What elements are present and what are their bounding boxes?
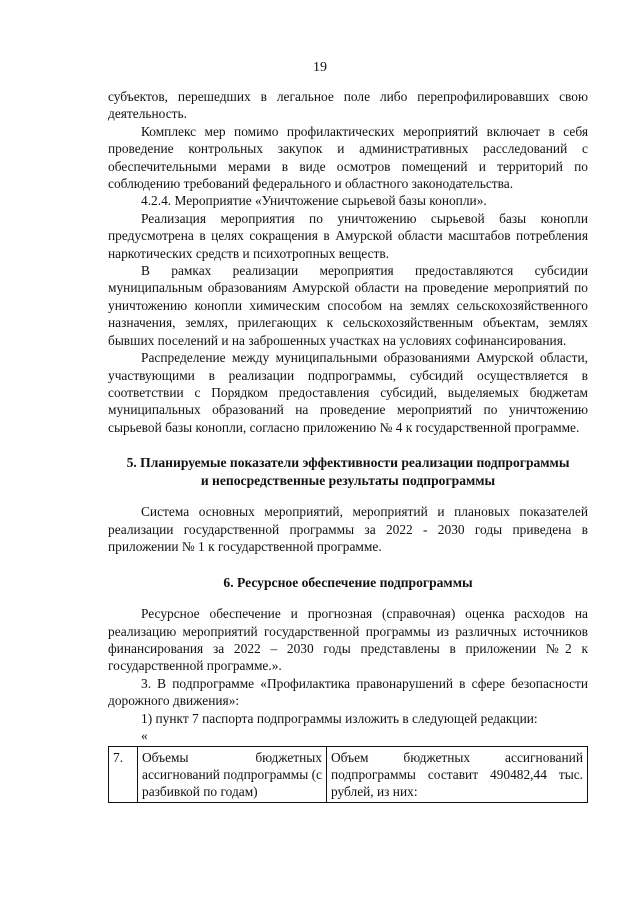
paragraph-measure-title: 4.2.4. Мероприятие «Уничтожение сырьевой базы конопли». [141, 193, 487, 209]
section-6-text: Ресурсное обеспечение и прогнозная (справочная) оценка расходов на реализацию мероприятий государственной программы из различных источников финансирования за 2022 – 2030 годы представлены в приложении №2 к государственной программе.». [108, 606, 588, 674]
paragraph-continuation: субъектов, перешедших в легальное поле либо перепрофилировавших свою деятельность. [108, 89, 588, 122]
table-cell-value: Объем бюджетных ассигнований подпрограммы составит 490482,44 тыс. рублей, из них: [327, 747, 588, 803]
section-5-text: Система основных мероприятий, мероприятий и плановых показателей реализации государственной программы за 2022 - 2030 годы приведена в приложении № 1 к государственной программе. [108, 504, 588, 555]
passport-table [108, 746, 588, 803]
open-quote-mark: « [141, 727, 148, 743]
document-body [108, 88, 588, 803]
table-row [109, 747, 588, 803]
amendment-item-3-1: 1) пункт 7 паспорта подпрограммы изложить в следующей редакции: [141, 710, 538, 726]
section-5-heading [108, 454, 588, 489]
table-cell-name: Объемы бюджетных ассигнований подпрограммы (с разбивкой по годам) [138, 747, 327, 803]
section-6-heading: 6. Ресурсное обеспечение подпрограммы [223, 574, 473, 590]
table-cell-number: 7. [109, 747, 138, 803]
page-number: 19 [313, 60, 327, 75]
paragraph-subsidies: В рамках реализации мероприятия предоставляются субсидии муниципальным образованиям Амурской области на проведение мероприятий по уничтожению конопли химическим способом на землях сельскохозяйственного назначения, землях, прилегающих к сельскохозяйственным объектам, землях бывших поселений и на заброшенных участках на условиях софинансирования. [108, 263, 588, 348]
paragraph-measure-goal: Реализация мероприятия по уничтожению сырьевой базы конопли предусмотрена в целях сокращения в Амурской области масштабов потребления наркотических средств и психотропных веществ. [108, 210, 588, 261]
paragraph-complex-measures: Комплекс мер помимо профилактических мероприятий включает в себя проведение контрольных закупок и административных расследований с обеспечительными мерами в виде осмотров помещений и территорий по соблюдению требований федерального и областного законодательства. [108, 123, 588, 192]
section-6-heading-block [108, 574, 588, 592]
open-quote [108, 727, 588, 744]
paragraph-distribution: Распределение между муниципальными образованиями Амурской области, участвующими в реализации подпрограммы, субсидий осуществляется в соответствии с Порядком предоставления субсидий, выделяемых бюджетам муниципальных образований на проведение мероприятий по уничтожению сырьевой базы конопли, согласно приложению № 4 к государственной программе. [108, 350, 588, 435]
section-5-heading-line2: и непосредственные результаты подпрограммы [200, 472, 496, 488]
amendment-item-3: 3. В подпрограмме «Профилактика правонарушений в сфере безопасности дорожного движения»: [108, 675, 588, 709]
section-5-heading-line1: 5. Планируемые показатели эффективности реализации подпрограммы [126, 455, 570, 471]
